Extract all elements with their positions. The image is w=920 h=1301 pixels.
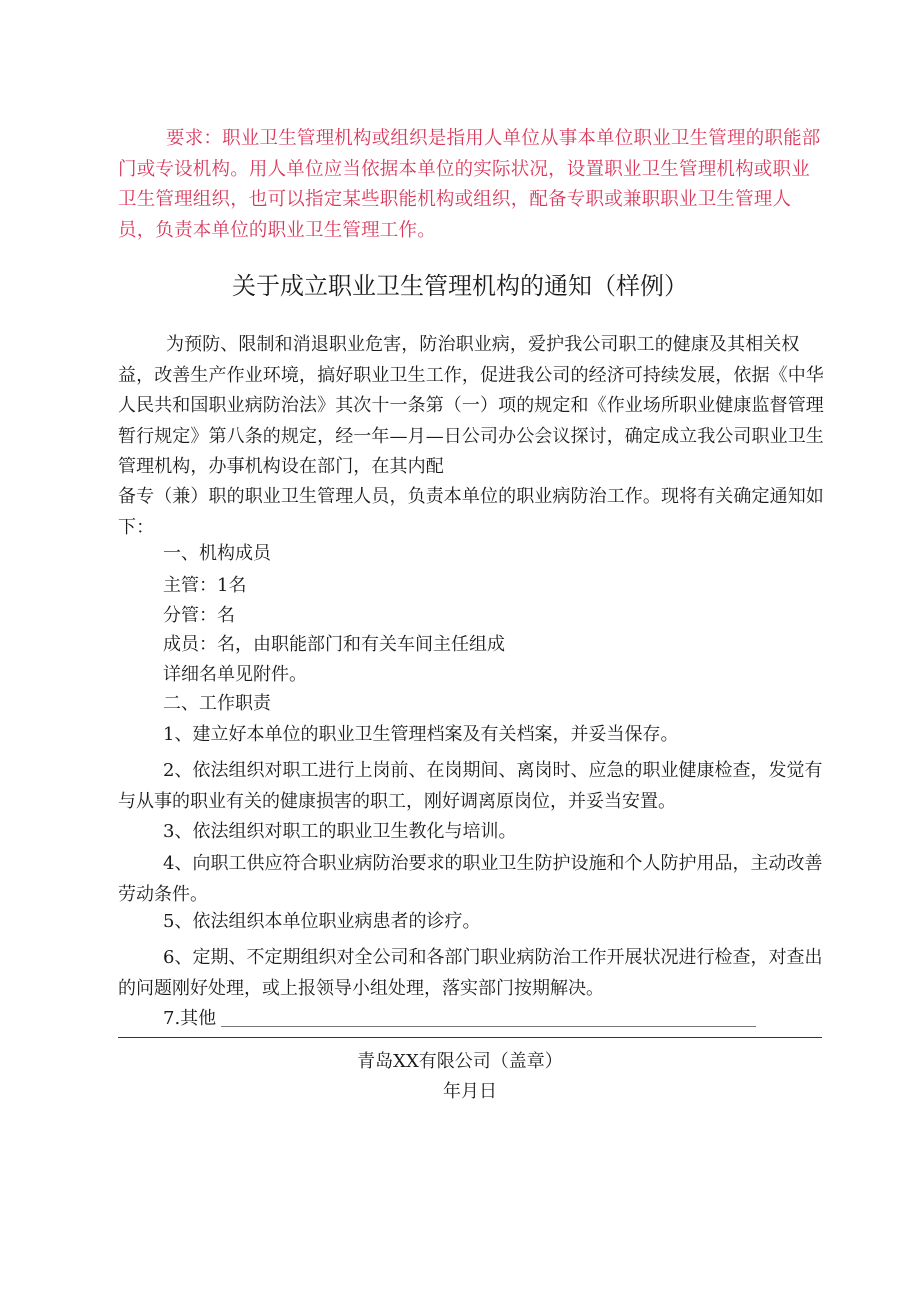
intro-paragraph: 为预防、限制和消退职业危害，防治职业病，爱护我公司职工的健康及其相关权益，改善生产作业环境，搞好职业卫生工作，促进我公司的经济可持续发展，依据《中华人民共和国职业病防治法》其次十一条第（一）项的规定和《作业场所职业健康监督管理暂行规定》第八条的规定，经一年—月—日公司办公会议探讨，确定成立我公司职业卫生管理机构，办事机构设在部门，在其内配 (118, 334, 824, 477)
duty-item: 2、依法组织对职工进行上岗前、在岗期间、离岗时、应急的职业健康检查，发觉有与从事的职业有关的健康损害的职工，刚好调离原岗位，并妥当安置。 (118, 760, 823, 812)
duty-item: 6、定期、不定期组织对全公司和各部门职业病防治工作开展状况进行检查，对查出的问题刚好处理，或上报领导小组处理，落实部门按期解决。 (118, 947, 823, 999)
deputy-line: 分管：名 (163, 605, 235, 626)
members-line: 成员：名，由职能部门和有关车间主任组成 (163, 634, 505, 655)
section1-heading: 一、机构成员 (163, 543, 271, 564)
attachment-line: 详细名单见附件。 (163, 664, 307, 685)
duty-item: 4、向职工供应符合职业病防治要求的职业卫生防护设施和个人防护用品，主动改善劳动条件。 (118, 853, 823, 905)
divider (118, 1037, 822, 1038)
other-item: 7.其他 (163, 1008, 217, 1029)
company-seal-line: 青岛XX有限公司（盖章） (357, 1051, 563, 1072)
date-line: 年月日 (443, 1081, 497, 1102)
duty-item: 1、建立好本单位的职业卫生管理档案及有关档案，并妥当保存。 (163, 724, 679, 745)
duty-item: 3、依法组织对职工的职业卫生教化与培训。 (163, 821, 517, 842)
intro-continuation: 备专（兼）职的职业卫生管理人员，负责本单位的职业病防治工作。现将有关确定通知如下： (118, 486, 824, 538)
document-title: 关于成立职业卫生管理机构的通知（样例） (232, 272, 688, 300)
duty-item: 5、依法组织本单位职业病患者的诊疗。 (163, 911, 481, 932)
director-line: 主管：1名 (163, 575, 247, 596)
section2-heading: 二、工作职责 (163, 693, 271, 714)
fill-in-underline (221, 1026, 756, 1027)
requirement-note: 要求：职业卫生管理机构或组织是指用人单位从事本单位职业卫生管理的职能部门或专设机构。用人单位应当依据本单位的实际状况，设置职业卫生管理机构或职业卫生管理组织，也可以指定某些职能机构或组织，配备专职或兼职职业卫生管理人员，负责本单位的职业卫生管理工作。 (118, 128, 821, 241)
